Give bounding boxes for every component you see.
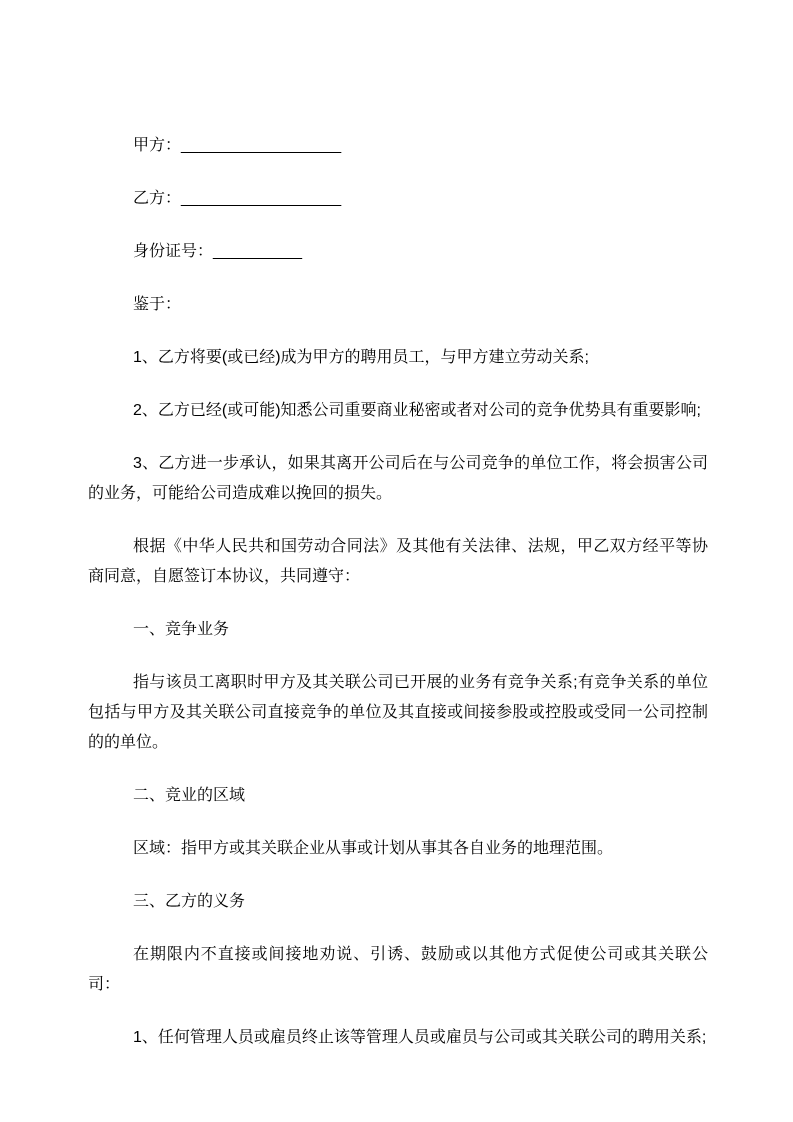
paragraph-whereas: 鉴于： <box>133 296 182 313</box>
paragraph-id-number <box>88 237 708 267</box>
id-number-label: 身份证号： <box>133 243 214 260</box>
paragraph-section-1-body: 指与该员工离职时甲方及其关联公司已开展的业务有竞争关系;有竞争关系的单位包括与甲方及其关联公司直接竞争的单位及其直接或间接参股或控股或受同一公司控制的的单位。 <box>88 674 708 751</box>
party-b-blank: __________________ <box>181 190 342 207</box>
paragraph-recital-2: 2、乙方已经(或可能)知悉公司重要商业秘密或者对公司的竞争优势具有重要影响; <box>133 402 702 419</box>
party-a-blank: __________________ <box>181 137 342 154</box>
heading-section-3: 三、乙方的义务 <box>133 893 246 910</box>
paragraph-section-2-body: 区域：指甲方或其关联企业从事或计划从事其各自业务的地理范围。 <box>133 840 614 857</box>
paragraph-party-a <box>88 131 708 161</box>
heading-section-1: 一、竞争业务 <box>133 621 230 638</box>
paragraph-section-3-intro: 在期限内不直接或间接地劝说、引诱、鼓励或以其他方式促使公司或其关联公司： <box>88 946 708 993</box>
paragraph-section-3-item-1: 1、任何管理人员或雇员终止该等管理人员或雇员与公司或其关联公司的聘用关系; <box>133 1029 707 1046</box>
paragraph-basis: 根据《中华人民共和国劳动合同法》及其他有关法律、法规，甲乙双方经平等协商同意，自愿签订本协议，共同遵守： <box>88 538 708 585</box>
party-b-label: 乙方： <box>133 190 182 207</box>
id-number-blank: __________ <box>213 243 302 260</box>
party-a-label: 甲方： <box>133 137 182 154</box>
paragraph-recital-3: 3、乙方进一步承认，如果其离开公司后在与公司竞争的单位工作，将会损害公司的业务，可能给公司造成难以挽回的损失。 <box>88 455 708 502</box>
paragraph-recital-1: 1、乙方将要(或已经)成为甲方的聘用员工，与甲方建立劳动关系; <box>133 349 590 366</box>
paragraph-party-b <box>88 184 708 214</box>
heading-section-2: 二、竞业的区域 <box>133 787 246 804</box>
